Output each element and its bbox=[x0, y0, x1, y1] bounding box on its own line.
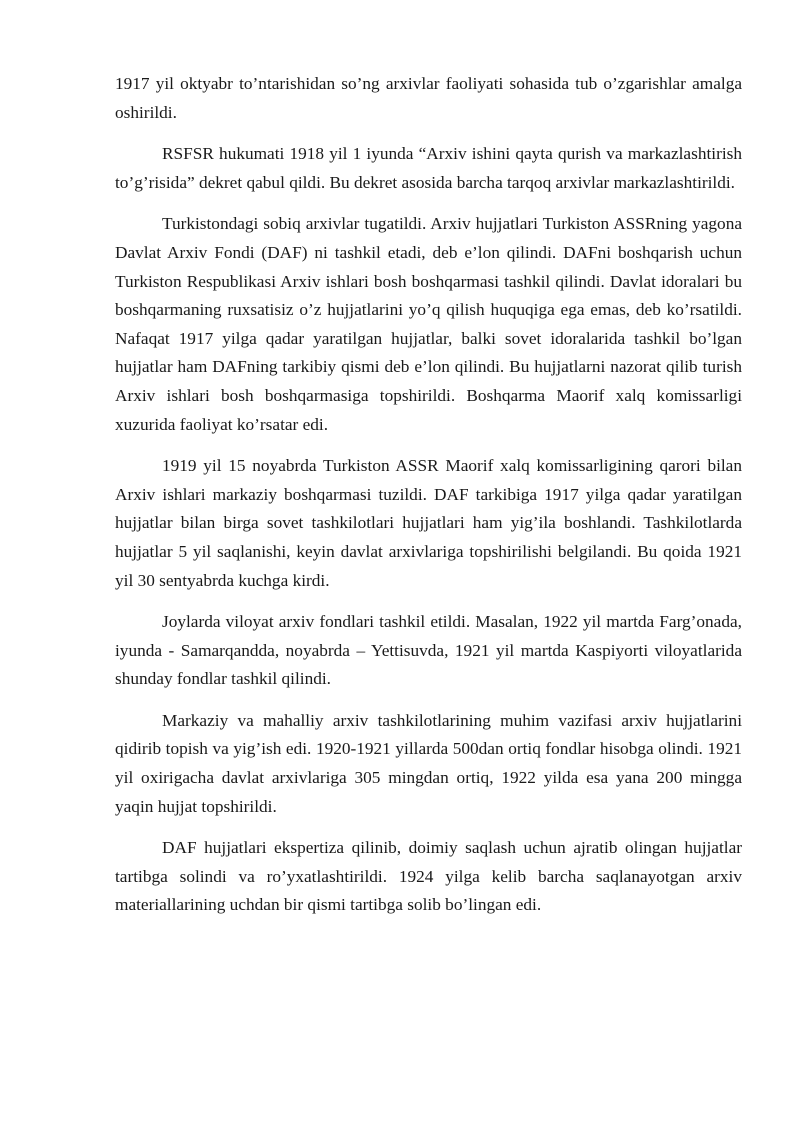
paragraph-1919-administration: 1919 yil 15 noyabrda Turkiston ASSR Maorif xalq komissarligining qarori bilan Arxiv ishlari markaziy boshqarmasi tuzildi. DAF tarkibiga 1917 yilga qadar yaratilgan hujjatlar bilan birga sovet tashkilotlari hujjatlari ham yig’ila boshlandi. Tashkilotlarda hujjatlar 5 yil saqlanishi, keyin davlat arxivlariga topshirilishi belgilandi. Bu qoida 1921 yil 30 sentyabrda kuchga kirdi. bbox=[115, 456, 742, 590]
paragraph-intro: 1917 yil oktyabr to’ntarishidan so’ng arxivlar faoliyati sohasida tub o’zgarishlar amalga oshirildi. bbox=[115, 74, 742, 122]
paragraph-daf-expertise: DAF hujjatlari ekspertiza qilinib, doimiy saqlash uchun ajratib olingan hujjatlar tartibga solindi va ro’yxatlashtirildi. 1924 yilga kelib barcha saqlanayotgan arxiv materiallarining uchdan bir qismi tartibga solib bo’lingan edi. bbox=[115, 838, 742, 915]
paragraph-collection-tasks: Markaziy va mahalliy arxiv tashkilotlarining muhim vazifasi arxiv hujjatlarini qidirib topish va yig’ish edi. 1920-1921 yillarda 500dan ortiq fondlar hisobga olindi. 1921 yil oxirigacha davlat arxivlariga 305 mingdan ortiq, 1922 yilda esa yana 200 mingga yaqin hujjat topshirildi. bbox=[115, 710, 742, 816]
document-page bbox=[115, 70, 742, 933]
paragraph-turkistan-archives: Turkistondagi sobiq arxivlar tugatildi. Arxiv hujjatlari Turkiston ASSRning yagona Davlat Arxiv Fondi (DAF) ni tashkil etadi, deb e’lon qilindi. DAFni boshqarish uchun Turkiston Respublikasi Arxiv ishlari bosh boshqarmasi tashkil qilindi. Davlat idoralari bu boshqarmaning ruxsatisiz o’z hujjatlarini yo’q qilish huquqiga ega emas, deb ko’rsatildi. Nafaqat 1917 yilga qadar yaratilgan hujjatlar, balki sovet idoralarida tashkil bo’lgan hujjatlar ham DAFning tarkibiy qismi deb e’lon qilindi. Bu hujjatlarni nazorat qilib turish Arxiv ishlari bosh boshqarmasiga topshirildi. Boshqarma Maorif xalq komissarligi xuzurida faoliyat ko’rsatar edi. bbox=[115, 214, 742, 434]
paragraph-rsfsr-decree: RSFSR hukumati 1918 yil 1 iyunda “Arxiv ishini qayta qurish va markazlashtirish to’g’risida” dekret qabul qildi. Bu dekret asosida barcha tarqoq arxivlar markazlashtirildi. bbox=[115, 144, 742, 192]
paragraph-regional-funds: Joylarda viloyat arxiv fondlari tashkil etildi. Masalan, 1922 yil martda Farg’onada, iyunda - Samarqandda, noyabrda – Yettisuvda, 1921 yil martda Kaspiyorti viloyatlarida shunday fondlar tashkil qilindi. bbox=[115, 612, 742, 689]
